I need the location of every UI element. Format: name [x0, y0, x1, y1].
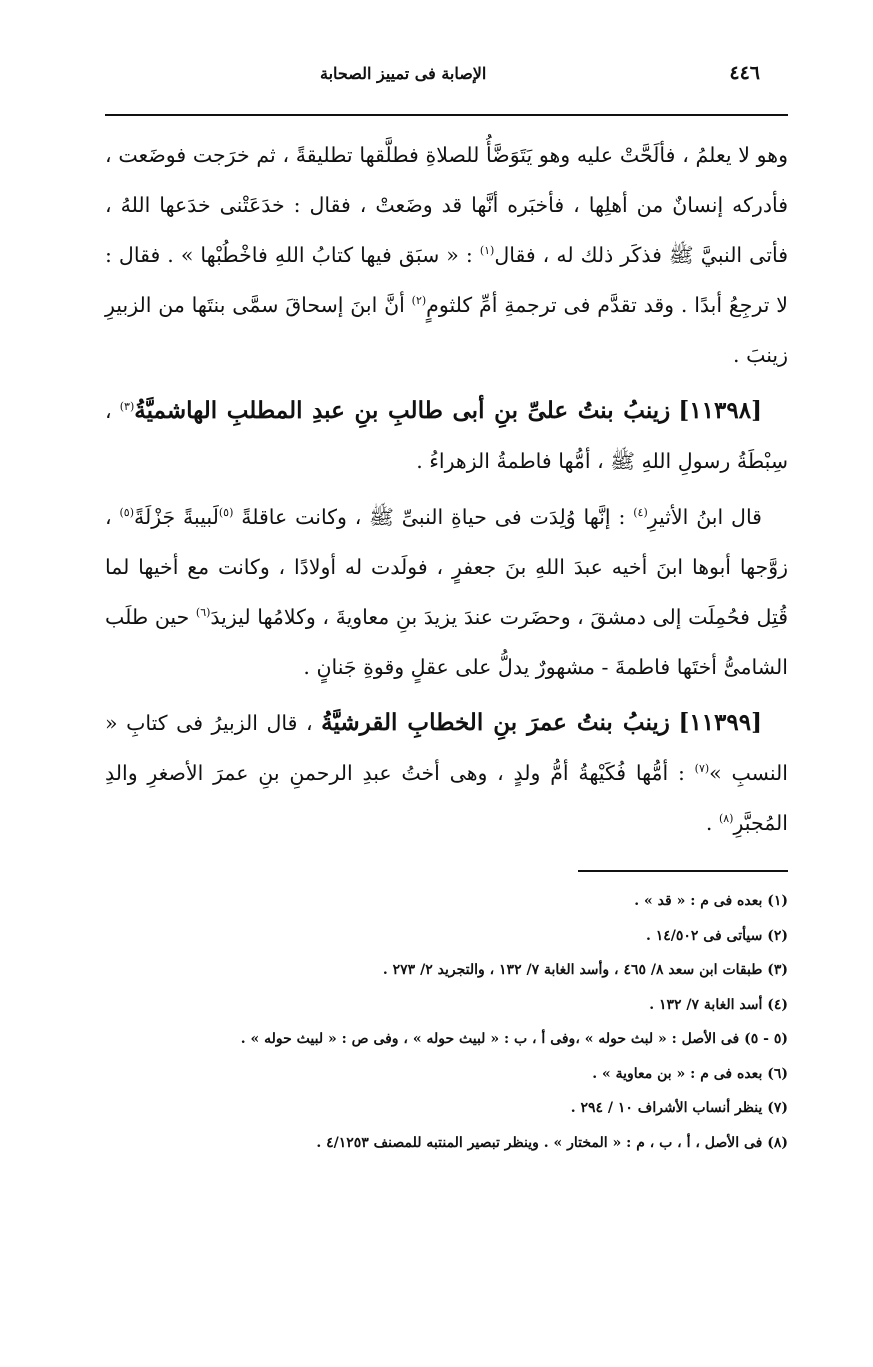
footnote-ref: (٥)	[119, 506, 134, 520]
footnote-ref: (٦)	[195, 606, 211, 620]
header-rule	[105, 114, 788, 116]
footnote-ref: (٨)	[718, 812, 734, 826]
entry-number: [١١٣٩٨]	[678, 397, 762, 424]
entry-heading: زينبُ بنتُ عمرَ بنِ الخطابِ القرشيَّةُ	[321, 709, 670, 736]
footnote-7: (٧) ينظر أنساب الأشراف ١٠ / ٢٩٤ .	[570, 1100, 788, 1116]
entry-11399: [١١٣٩٩] زينبُ بنتُ عمرَ بنِ الخطابِ القرشيَّةُ ، قال الزبيرُ فى كتابِ « النسبِ »$^{(٧)}$ : أمُّها فُكَيْهةُ أمُّ ولدٍ ، وهى أختُ عبدِ الرحمنِ بنِ عمرَ الأصغرِ والدِ المُجبَّرِ$^{(٨)}$ .	[105, 709, 788, 835]
footnote-ref: (١)	[479, 244, 495, 258]
page-header	[105, 62, 788, 102]
footnote-2: (٢) سيأتى فى ١٤/٥٠٢ .	[645, 927, 788, 944]
footnote-5: (٥ - ٥) فى الأصل : « لبث حوله » ،وفى أ ، ب : « لبيث حوله » ، وفى ص : « لبيث حوله » .	[240, 1031, 788, 1047]
footnote-ref: (٢)	[411, 294, 427, 308]
book-page	[105, 62, 788, 1160]
running-title: الإصابة فى تمييز الصحابة	[320, 64, 487, 83]
footnote-ref: (٣)	[119, 400, 135, 414]
page-number: ٤٤٦	[729, 62, 760, 84]
entry-heading: زينبُ بنتُ علىِّ بنِ أبى طالبِ بنِ عبدِ المطلبِ الهاشميَّةُ	[134, 397, 671, 424]
footnote-ref: (٥)	[218, 506, 234, 520]
footnote-8: (٨) فى الأصل ، أ ، ب ، م : « المختار » . وينظر تبصير المنتبه للمصنف ٤/١٢٥٣ .	[316, 1134, 788, 1151]
footnote-rule	[578, 870, 788, 872]
footnote-4: (٤) أسد الغابة ٧/ ١٣٢ .	[649, 996, 788, 1013]
footnote-3: (٣) طبقات ابن سعد ٨/ ٤٦٥ ، وأسد الغابة ٧/ ١٣٢ ، والتجريد ٢/ ٢٧٣ .	[382, 962, 788, 978]
paragraph-ibn-al-athir: قال ابنُ الأثيرِ$^{(٤)}$ : إنَّها وُلِدَت فى حياةِ النبىِّ ﷺ ، وكانت عاقلةً $^{(٥)}$لَبيبةً جَزْلَةً$^{(٥)}$ ، زوَّجها أبوها ابنَ أخيه عبدَ اللهِ بنَ جعفرٍ ، فولَدت له أولادًا ، وكانت مع أخيها لما قُتِل فحُمِلَت إلى دمشقَ ، وحضَرت عندَ يزيدَ بنِ معاويةَ ، وكلامُها ليزيدَ$^{(٦)}$ حين طلَب الشامىُّ أختَها فاطمةَ - مشهورٌ يدلُّ على عقلٍ وقوةِ جَنانٍ .	[105, 505, 788, 679]
footnote-ref: (٤)	[633, 506, 648, 520]
footnote-ref: (٧)	[694, 762, 710, 776]
footnote-6: (٦) بعده فى م : « بن معاوية » .	[592, 1065, 788, 1082]
entry-11398: [١١٣٩٨] زينبُ بنتُ علىِّ بنِ أبى طالبِ بنِ عبدِ المطلبِ الهاشميَّةُ$^{(٣)}$ ، سِبْطَةُ رسولِ اللهِ ﷺ ، أمُّها فاطمةُ الزهراءُ .	[105, 397, 788, 473]
footnote-1: (١) بعده فى م : « قد » .	[634, 893, 788, 909]
footnotes	[105, 884, 788, 1160]
paragraph-continuation: وهو لا يعلمُ ، فألَحَّتْ عليه وهو يَتَوَضَّأُ للصلاةِ فطلَّقها تطليقةً ، ثم خرَجت فوضَعت ، فأدركه إنسانٌ من أهلِها ، فأخبَره أنَّها قد وضَعتْ ، فقال : خدَعَتْنى خدَعها اللهُ ، فأتى النبيَّ ﷺ فذكَر ذلك له ، فقال$^{(١)}$ : « سبَق فيها كتابُ اللهِ فاخْطُبْها » . فقال : لا ترجِعُ أبدًا . وقد تقدَّم فى ترجمةِ أمِّ كلثومٍ$^{(٢)}$ أنَّ ابنَ إسحاقَ سمَّى بنتَها من الزبيرِ زينبَ .	[105, 143, 788, 367]
main-text	[105, 130, 788, 848]
entry-number: [١١٣٩٩]	[678, 709, 762, 736]
